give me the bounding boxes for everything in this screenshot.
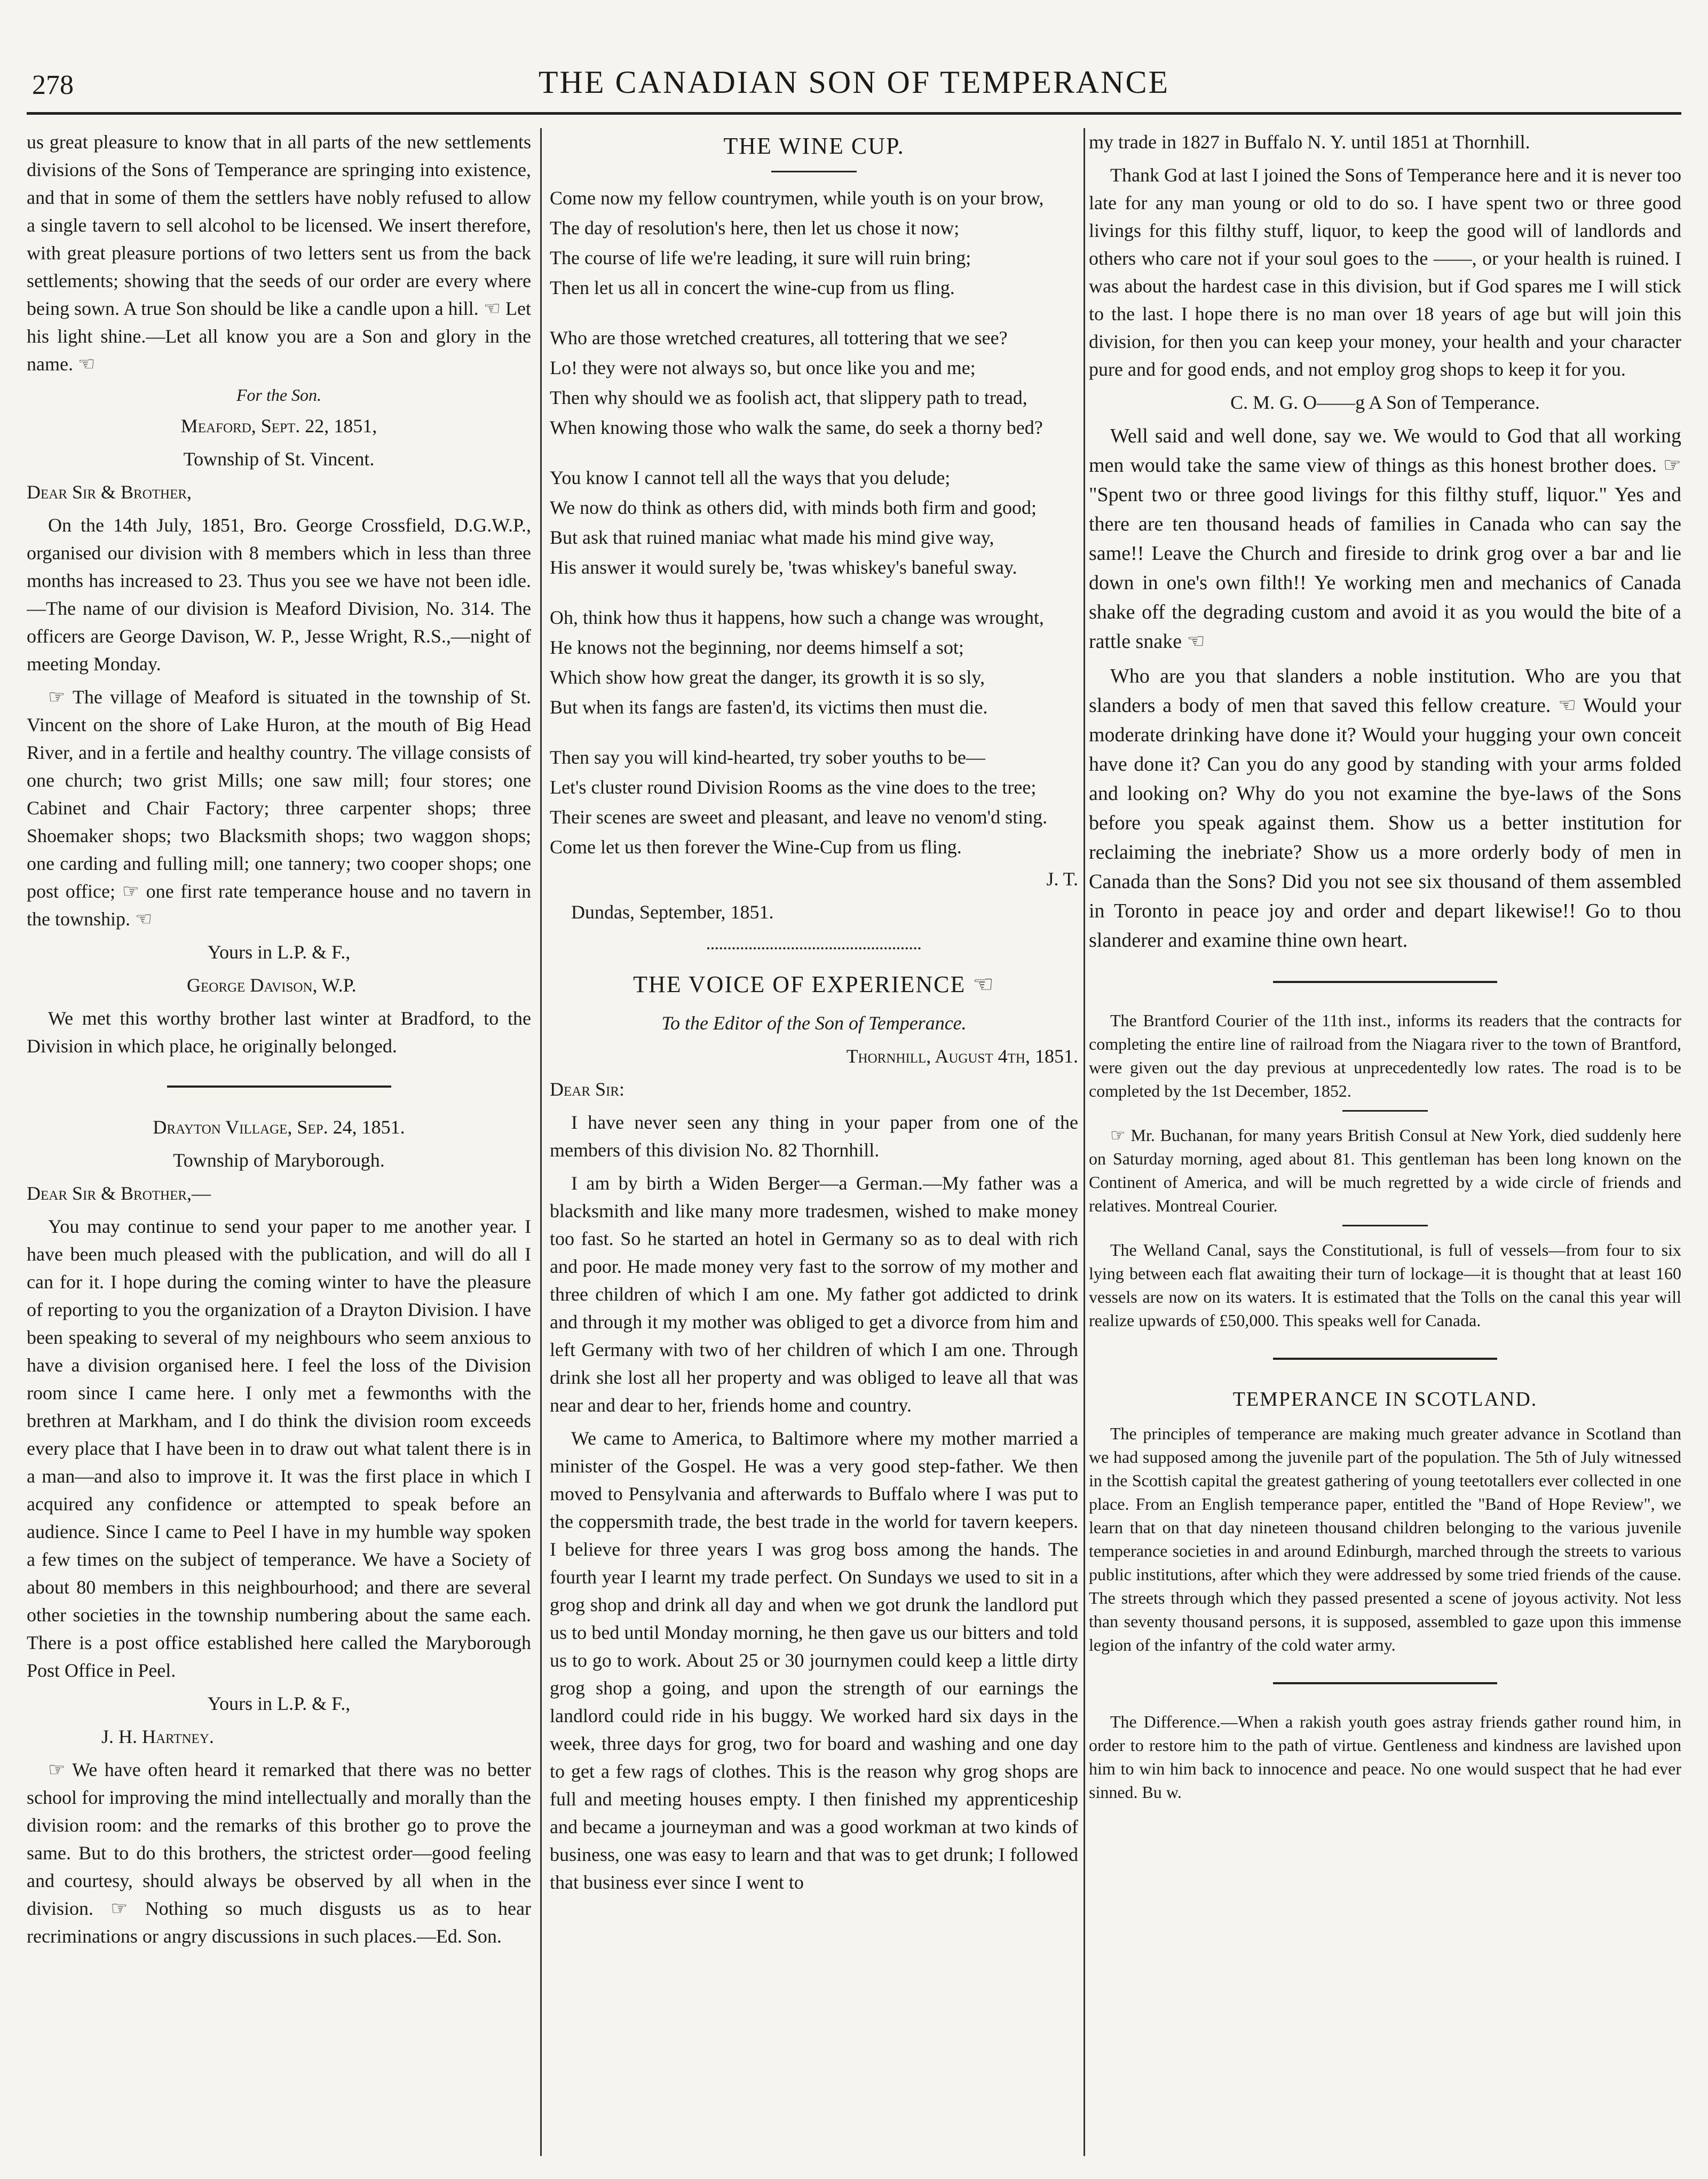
item-divider <box>1342 1225 1428 1226</box>
poem-stanza <box>550 743 1078 861</box>
poem-line: His answer it would surely be, 'twas whiskey's baneful sway. <box>550 557 1017 578</box>
poem-line: We now do think as others did, with minds both firm and good; <box>550 497 1037 518</box>
poem-line: Then let us all in concert the wine-cup from us fling. <box>550 277 955 298</box>
voice-continuation: my trade in 1827 in Buffalo N. Y. until 1851 at Thornhill. <box>1089 131 1530 153</box>
ornamental-divider <box>707 947 921 949</box>
news-item-scotland: The principles of temperance are making much greater advance in Scotland than we had supposed among the juvenile part of the population. The 5th of July witnessed in the Scottish capital the greatest gathering of young teetotallers ever collected in one place. From an English temperance paper, entitled the "Band of Hope Review", we learn that on that day nineteen thousand children belonging to the various juvenile temperance societies in and around Edinburgh, marched through the streets to various public institutions, after which they were addressed by some tried friends of the cause. The streets through which they passed presented a scene of joyous activity. Not less than seventy thousand persons, it is supposed, assembled to gaze upon this immense legion of the infantry of the cold water army. <box>1089 1424 1681 1654</box>
paper-title: THE CANADIAN SON OF TEMPERANCE <box>538 65 1170 100</box>
poem-dateline: Dundas, September, 1851. <box>571 901 774 923</box>
poem-stanza <box>550 604 1078 721</box>
letter2-salutation: Dear Sir & Brother,— <box>27 1183 211 1204</box>
editorial-paragraph: Well said and well done, say we. We would to God that all working men would take the same view of things as this honest brother does. ☞ "Spent two or three good livings for this filthy stuff, liquor." Yes and there are ten thousand heads of families in Canada who can say the same!! Leave the Church and fireside to drink grog over a bar and lie down in one's own filth!! Ye working men and mechanics of Canada shake off the degrading custom and avoid it as you would the bite of a rattle snake ☜ <box>1089 425 1681 653</box>
poem-stanza <box>550 324 1078 441</box>
letter2-signature: J. H. Hartney. <box>101 1726 214 1747</box>
poem-line: Then say you will kind-hearted, try sober youths to be— <box>550 747 985 768</box>
poem-line: The course of life we're leading, it sure will ruin bring; <box>550 247 971 268</box>
poem-title: THE WINE CUP. <box>723 133 905 159</box>
scotland-title: TEMPERANCE IN SCOTLAND. <box>1232 1388 1538 1411</box>
poem-line: Come let us then forever the Wine-Cup from us fling. <box>550 836 962 858</box>
letter1-editor-note: We met this worthy brother last winter at Bradford, to the Division in which place, he originally belonged. <box>27 1008 531 1057</box>
poem-line: He knows not the beginning, nor deems himself a sot; <box>550 637 964 658</box>
masthead <box>27 64 1681 115</box>
page-number: 278 <box>32 70 74 100</box>
poem-line: Lo! they were not always so, but once like you and me; <box>550 357 976 378</box>
item-divider <box>1342 1110 1428 1112</box>
letter2-dateline: Drayton Village, Sep. 24, 1851. <box>153 1116 405 1138</box>
letter1-dateline: Meaford, Sept. 22, 1851, <box>180 415 377 437</box>
voice-dateline: Thornhill, August 4th, 1851. <box>846 1045 1078 1067</box>
letter2-closing: Yours in L.P. & F., <box>207 1693 351 1714</box>
poem-line: But when its fangs are fasten'd, its victims then must die. <box>550 696 988 718</box>
poem-line: The day of resolution's here, then let us chose it now; <box>550 217 960 239</box>
editorial-paragraph: Who are you that slanders a noble institution. Who are you that slanders a body of men that saved this fellow creature. ☜ Would your moderate drinking have done it? Would your hugging your own conceit have done it? Can you do any good by standing with your arms folded and looking on? Why do you not examine the bye-laws of the Sons before you speak against them. Show us a better institution for reclaiming the inebriate? Show us a more orderly body of men in Canada than the Sons? Did you not see six thousand of them assembled in Toronto in peace joy and order and depart likewise!! Go to thou slanderer and examine thine own heart. <box>1089 665 1681 952</box>
letter1-signature: George Davison, W.P. <box>187 974 357 996</box>
poem-line: Who are those wretched creatures, all tottering that we see? <box>550 327 1008 348</box>
poem-line: You know I cannot tell all the ways that you delude; <box>550 467 951 488</box>
poem-stanza <box>550 464 1078 581</box>
poem-line: Which show how great the danger, its growth it is so sly, <box>550 667 985 688</box>
news-item-difference: The Difference.—When a rakish youth goes astray friends gather round him, in order to restore him to the path of virtue. Gentleness and kindness are lavished upon him to win him back to innocence and peace. No one would suspect that he had ever sinned. Bu w. <box>1089 1712 1681 1802</box>
column-3 <box>1089 128 1681 2156</box>
poem-initials: J. T. <box>1046 868 1078 890</box>
letter1-closing: Yours in L.P. & F., <box>207 941 351 963</box>
poem-stanza <box>550 184 1078 302</box>
voice-salutation: Dear Sir: <box>550 1079 625 1100</box>
letter1-paragraph: ☞ The village of Meaford is situated in the township of St. Vincent on the shore of Lake Huron, at the mouth of Big Head River, and in a fertile and healthy country. The village consists of one church; two grist Mills; one saw mill; four stores; one Cabinet and Chair Factory; three carpenter shops; three Shoemaker shops; two Blacksmith shops; two waggon shops; one carding and fulling mill; one tannery; two cooper shops; one post office; ☞ one first rate temperance house and no tavern in the township. ☜ <box>27 686 531 930</box>
intro-paragraph: us great pleasure to know that in all parts of the new settlements divisions of the Sons of Temperance are springing into existence, and that in some of them the settlers have nobly refused to allow a single tavern to sell alcohol to be licensed. We insert therefore, with great pleasure portions of two letters sent us from the back settlements; showing that the seeds of our order are every where being sown. A true Son should be like a candle upon a hill. ☜ Let his light shine.—Let all know you are a Son and glory in the name. ☜ <box>27 131 531 375</box>
news-item-brantford: The Brantford Courier of the 11th inst., informs its readers that the contracts for completing the entire line of railroad from the Niagara river to the town of Brantford, were given out the day previous at unprecedentedly low rates. The road is to be completed by the 1st December, 1852. <box>1089 1011 1681 1100</box>
letter2-paragraph: You may continue to send your paper to me another year. I have been much pleased with the publication, and will do all I can for it. I hope during the coming winter to have the pleasure of reporting to you the organization of a Drayton Division. I have been speaking to several of my neighbours who seem anxious to have a division organised here. I feel the loss of the Division room since I came here. I only met a fewmonths with the brethren at Markham, and I do think the division room exceeds every place that I have been in to draw out what talent there is in a man—and also to improve it. It was the first place in which I acquired any confidence or attempted to speak before an audience. Since I came to Peel I have in my humble way spoken a few times on the subject of temperance. We have a Society of about 80 members in this neighbourhood; and there are several other societies in the township numbering about the same each. There is a post office established here called the Maryborough Post Office in Peel. <box>27 1216 531 1681</box>
letter1-paragraph: On the 14th July, 1851, Bro. George Crossfield, D.G.W.P., organised our division with 8 members which in less than three months has increased to 23. Thus you see we have not been idle.—The name of our division is Meaford Division, No. 314. The officers are George Davison, W. P., Jesse Wright, R.S.,—night of meeting Monday. <box>27 514 531 675</box>
letter2-editor-note: ☞ We have often heard it remarked that there was no better school for improving the mind intellectually and morally than the division room: and the remarks of this brother go to prove the same. But to do this brothers, the strictest order—good feeling and courtesy, should always be observed by all when in the division. ☞ Nothing so much disgusts us as to hear recriminations or angry discussions in such places.—Ed. Son. <box>27 1759 531 1947</box>
voice-paragraph: I have never seen any thing in your paper from one of the members of this division No. 82 Thornhill. <box>550 1112 1078 1161</box>
poem-line: Oh, think how thus it happens, how such a change was wrought, <box>550 607 1044 628</box>
poem-line: But ask that ruined maniac what made his mind give way, <box>550 527 994 548</box>
column-1 <box>27 128 531 2156</box>
poem-line: Then why should we as foolish act, that slippery path to tread, <box>550 387 1027 408</box>
column-2 <box>550 128 1078 2156</box>
column-rule-right <box>1084 128 1085 2156</box>
title-rule <box>771 171 857 172</box>
section-divider <box>167 1085 391 1088</box>
voice-signature: C. M. G. O——g A Son of Temperance. <box>1230 392 1540 413</box>
voice-paragraph: I am by birth a Widen Berger—a German.—My father was a blacksmith and like many more tradesmen, wished to make money too fast. So he started an hotel in Germany so as to deal with rich and poor. He made money very fast to the sorrow of my mother and three children of which I am one. My father got addicted to drink and through it my mother was obliged to get a divorce from him and left Germany with two of her children of which I am one. Through drink she lost all her property and was obliged to leave all that was near and dear to her, friends home and country. <box>550 1172 1078 1416</box>
voice-paragraph: We came to America, to Baltimore where my mother married a minister of the Gospel. He was a very good step-father. We then moved to Pensylvania and afterwards to Buffalo where I was put to the coppersmith trade, the best trade in the world for tavern keepers. I believe for three years I was grog boss among the hands. The fourth year I learnt my trade perfect. On Sundays we used to sit in a grog shop and drink all day and when we got drunk the landlord put us to bed until Monday morning, he then gave us our bitters and told us to go to work. About 25 or 30 journymen could keep a little dirty grog shop a going, and upon the strength of our earnings the landlord could ride in his buggy. We worked hard six days in the week, three days for grog, two for board and washing and one day to get a few rags of clothes. This is the reason why grog shops are full and meeting houses empty. I then finished my apprenticeship and became a journeyman and was a good workman at two kinds of business, one was easy to learn and that was to get drunk; I followed that business ever since I went to <box>550 1428 1078 1893</box>
voice-paragraph: Thank God at last I joined the Sons of Temperance here and it is never too late for any man young or old to do so. I have spent two or three good livings for this filthy stuff, liquor, to keep the good will of landlords and others who care not if your soul goes to the ——, or your health is ruined. I was about the hardest case in this division, but if God spares me I will stick to the last. I hope there is no man over 18 years of age but will join this division, for then you can keep your money, your health and your character pure and for good ends, and not employ grog shops to keep it for you. <box>1089 164 1681 380</box>
voice-title: THE VOICE OF EXPERIENCE ☜ <box>633 971 995 997</box>
section-divider <box>1273 981 1497 983</box>
poem-line: When knowing those who walk the same, do seek a thorny bed? <box>550 417 1043 438</box>
letter2-township: Township of Maryborough. <box>173 1150 385 1171</box>
news-item-buchanan: ☞ Mr. Buchanan, for many years British Consul at New York, died suddenly here on Saturday morning, aged about 81. This gentleman has been long known on the Continent of America, and will be much regretted by a wide circle of friends and relatives. Montreal Courier. <box>1089 1126 1681 1215</box>
news-item-welland: The Welland Canal, says the Constitutional, is full of vessels—from four to six lying between each flat awaiting their turn of lockage—it is thought that at least 160 vessels are now on its waters. It is estimated that the Tolls on the canal this year will realize upwards of £50,000. This speaks well for Canada. <box>1089 1240 1681 1330</box>
letter1-salutation: Dear Sir & Brother, <box>27 481 192 503</box>
poem-line: Their scenes are sweet and pleasant, and leave no venom'd sting. <box>550 806 1048 828</box>
poem-line: Let's cluster round Division Rooms as the vine does to the tree; <box>550 776 1037 798</box>
voice-subtitle: To the Editor of the Son of Temperance. <box>661 1012 967 1034</box>
poem-line: Come now my fellow countrymen, while youth is on your brow, <box>550 187 1044 209</box>
letter1-for-the-son: For the Son. <box>236 385 322 405</box>
letter1-township: Township of St. Vincent. <box>183 448 375 470</box>
column-rule-left <box>540 128 542 2156</box>
section-divider <box>1273 1682 1497 1684</box>
section-divider <box>1273 1358 1497 1360</box>
